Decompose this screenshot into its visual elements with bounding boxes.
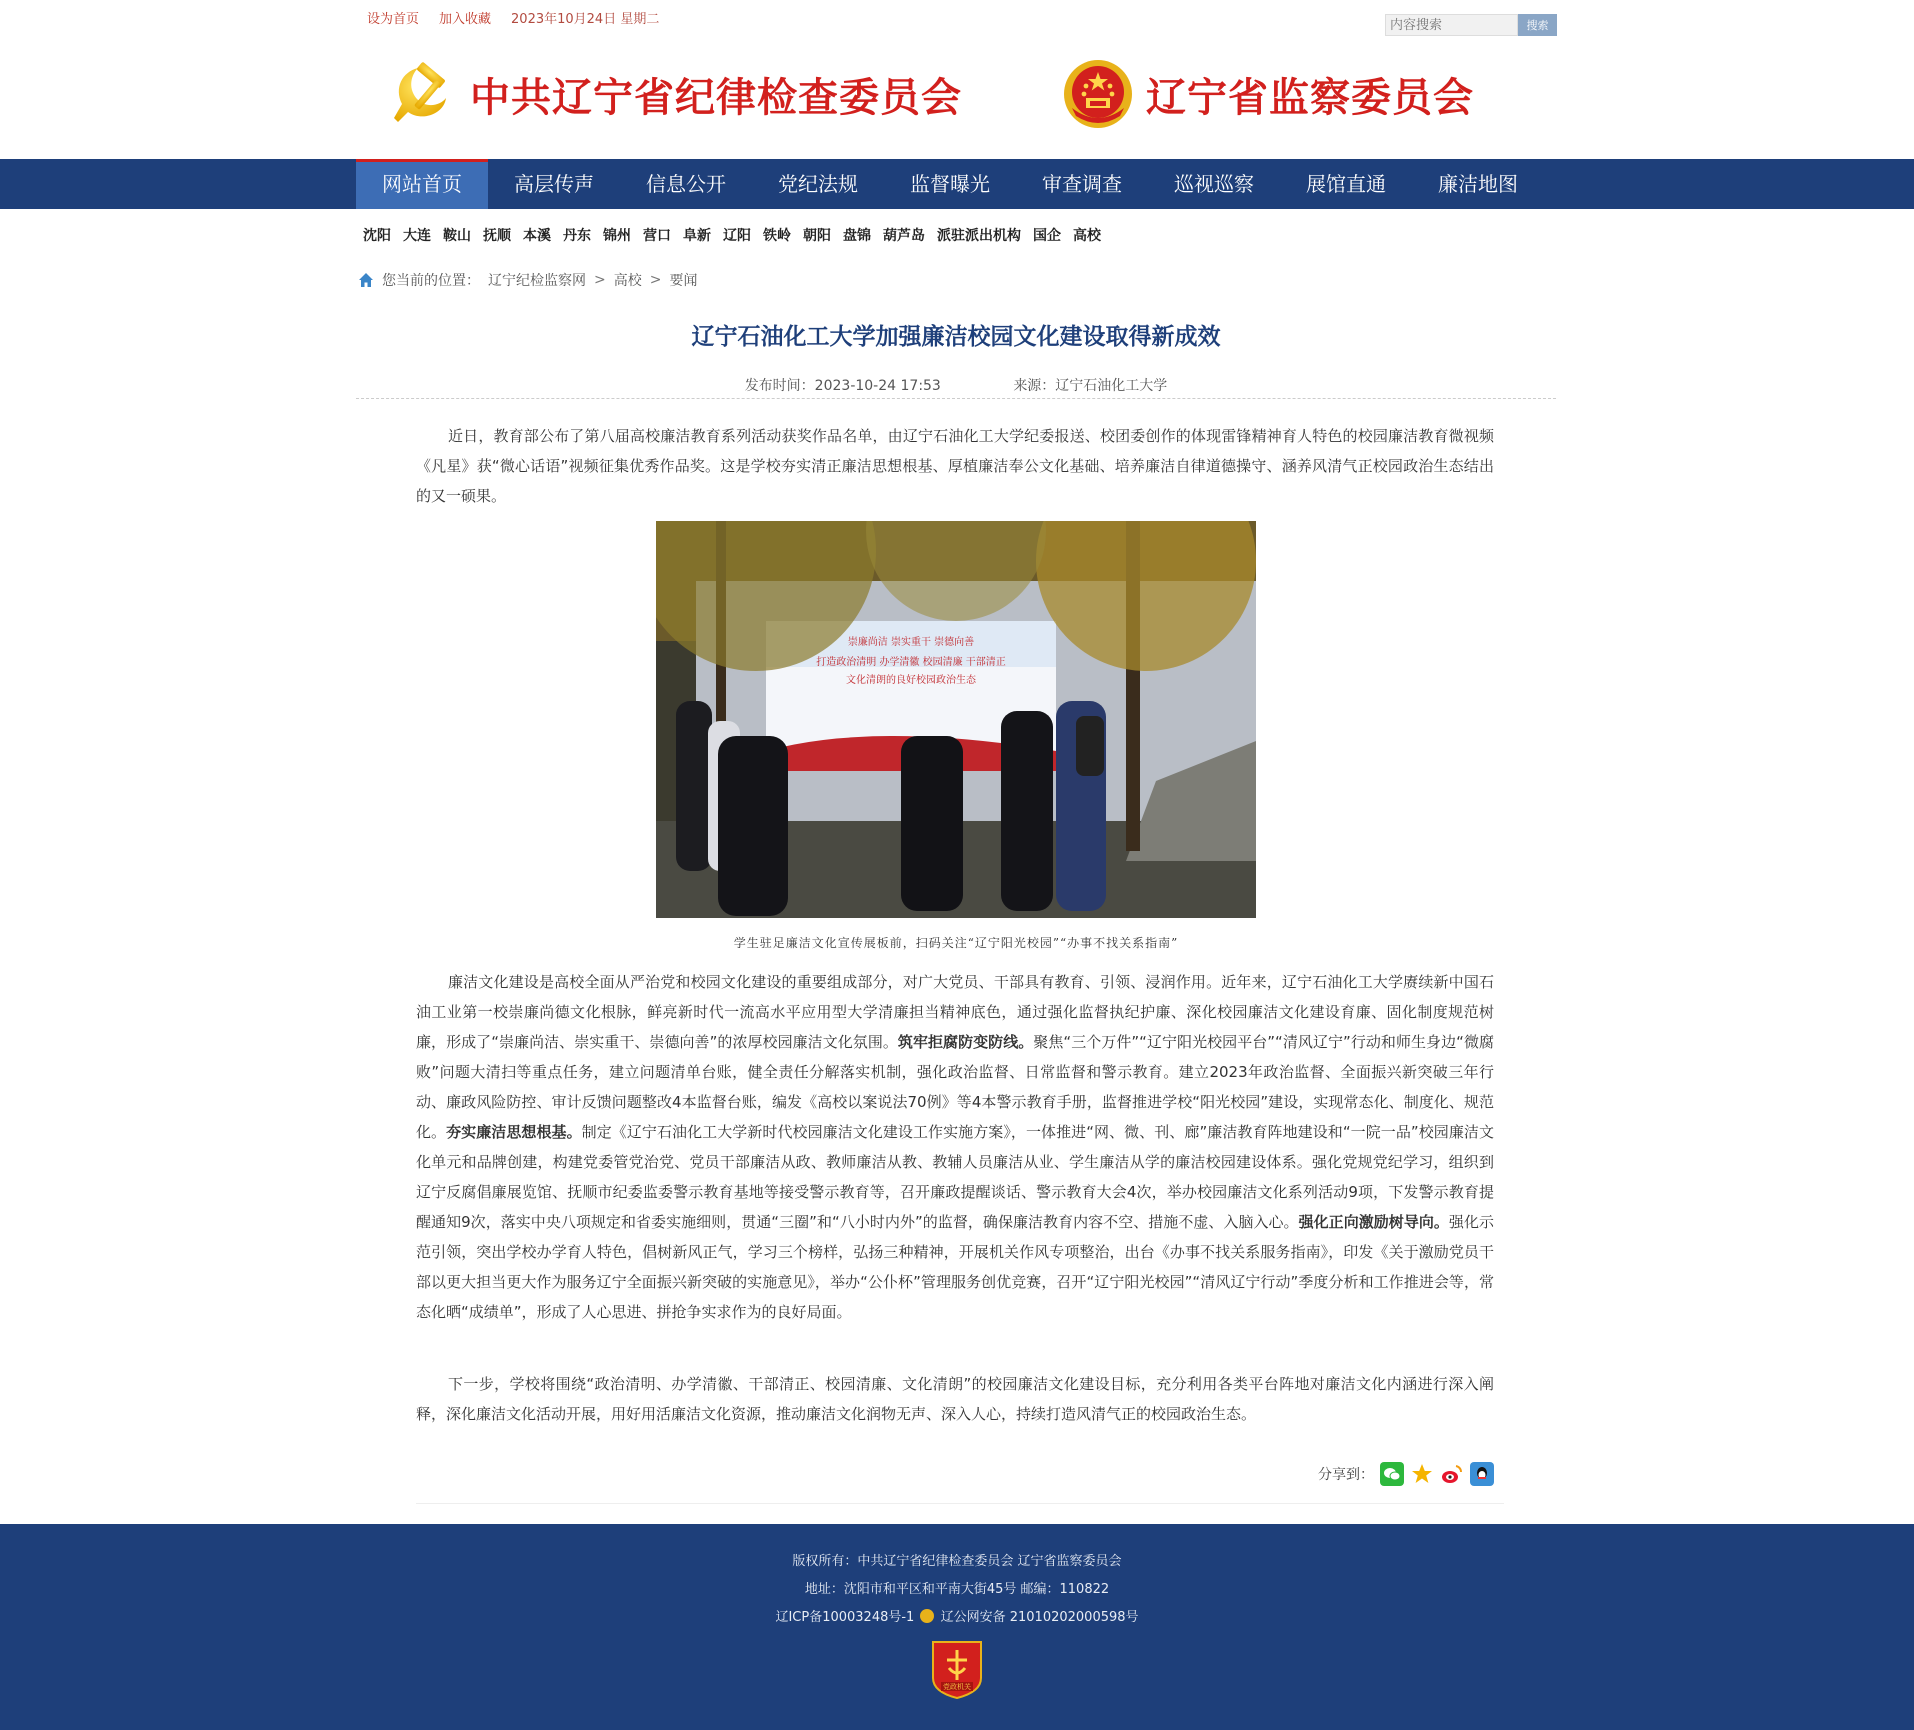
city-link[interactable]: 葫芦岛 xyxy=(883,228,925,244)
breadcrumb-separator: > xyxy=(649,272,662,288)
footer-registration xyxy=(0,1606,1914,1625)
search-input[interactable] xyxy=(1385,14,1518,36)
national-emblem-icon xyxy=(1062,58,1134,130)
article-meta xyxy=(356,375,1556,395)
nav-item-inspection[interactable]: 巡视巡察 xyxy=(1174,172,1254,196)
breadcrumb-section[interactable]: 要闻 xyxy=(669,273,698,289)
right-org-title: 辽宁省监察委员会 xyxy=(1146,74,1474,121)
discipline-commission-logo[interactable] xyxy=(388,60,962,128)
city-link[interactable]: 阜新 xyxy=(683,228,711,244)
main-nav xyxy=(0,159,1914,209)
paragraph-2-part-3: 制定《辽宁石油化工大学新时代校园廉洁文化建设工作实施方案》，一体推进“网、微、刊、廊”廉洁教育阵地建设和“一院一品”校园廉洁文化单元和品牌创建，构建党委管党治党、党员干部廉洁从政、教师廉洁从教、教辅人员廉洁从业、学生廉洁从学的廉洁校园建设体系。强化党规党纪学习，组织到辽宁反腐倡廉展览馆、抚顺市纪委监委警示教育基地等接受警示教育等，召开廉政提醒谈话、警示教育大会4次，举办校园廉洁文化系列活动9项，下发警示教育提醒通知9次，落实中央八项规定和省委实施细则，贯通“三圈”和“八小时内外”的监督，确保廉洁教育内容不空、措施不虚、入脑入心。 xyxy=(416,1123,1494,1231)
party-government-badge-icon[interactable] xyxy=(929,1638,985,1700)
highlight-2: 夯实廉洁思想根基。 xyxy=(446,1123,582,1141)
city-subnav xyxy=(363,225,1101,245)
paragraph-2-part-2: 聚焦“三个万件”“辽宁阳光校园平台”“清风辽宁”行动和师生身边“微腐败”问题大清扫等重点任务，建立问题清单台账，健全责任分解落实机制，强化政治监督、日常监督和警示教育。建立2023年政治监督、全面振兴新突破三年行动、廉政风险防控、审计反馈问题整改4本监督台账，编发《高校以案说法70例》等4本警示教育手册，监督推进学校“阳光校园”建设，实现常态化、制度化、规范化。 xyxy=(416,1033,1494,1141)
share-bar xyxy=(1318,1462,1494,1486)
article-paragraph-2 xyxy=(416,967,1494,1327)
article-bottom-divider xyxy=(416,1503,1504,1504)
set-home-link[interactable]: 设为首页 xyxy=(367,12,420,27)
nav-item-regulations[interactable]: 党纪法规 xyxy=(778,172,858,196)
breadcrumb-category[interactable]: 高校 xyxy=(613,273,642,289)
photo-caption: 学生驻足廉洁文化宣传展板前，扫码关注“辽宁阳光校园”“办事不找关系指南” xyxy=(733,936,1179,950)
party-emblem-icon xyxy=(388,60,456,128)
share-label: 分享到： xyxy=(1318,1467,1374,1483)
city-link[interactable]: 派驻派出机构 xyxy=(937,228,1021,244)
article-paragraph-3: 下一步，学校将围绕“政治清明、办学清徽、干部清正、校园清廉、文化清朗”的校园廉洁文化建设目标，充分利用各类平台阵地对廉洁文化内涵进行深入阐释，深化廉洁文化活动开展，用好用活廉洁文化资源，推动廉洁文化润物无声、深入人心，持续打造风清气正的校园政治生态。 xyxy=(416,1375,1494,1423)
city-link[interactable]: 朝阳 xyxy=(803,228,831,244)
add-favorite-link[interactable]: 加入收藏 xyxy=(439,12,492,27)
left-org-title: 中共辽宁省纪律检查委员会 xyxy=(470,74,962,121)
home-icon xyxy=(358,272,374,288)
city-link[interactable]: 高校 xyxy=(1073,228,1101,244)
nav-item-exhibition[interactable]: 展馆直通 xyxy=(1306,172,1386,196)
nav-item-home[interactable]: 网站首页 xyxy=(356,159,488,209)
city-link[interactable]: 铁岭 xyxy=(763,228,791,244)
nav-item-leadership[interactable]: 高层传声 xyxy=(514,172,594,196)
police-badge-icon xyxy=(920,1609,934,1623)
city-link[interactable]: 盘锦 xyxy=(843,228,871,244)
wechat-icon[interactable] xyxy=(1380,1462,1404,1486)
paragraph-2-part-4: 强化示范引领，突出学校办学育人特色，倡树新风正气，学习三个榜样，弘扬三种精神，开展机关作风专项整治，出台《办事不找关系服务指南》，印发《关于激励党员干部以更大担当更大作为服务辽宁全面振兴新突破的实施意见》，举办“公仆杯”管理服务创优竞赛，召开“辽宁阳光校园”“清风辽宁行动”季度分析和工作推进会等，常态化晒“成绩单”，形成了人心思进、拼抢争实求作为的良好局面。 xyxy=(416,1213,1494,1321)
city-link[interactable]: 大连 xyxy=(403,228,431,244)
search-button[interactable]: 搜索 xyxy=(1518,14,1557,36)
top-utility-bar xyxy=(367,8,659,27)
weibo-icon[interactable] xyxy=(1440,1462,1464,1486)
breadcrumb-label: 您当前的位置： xyxy=(382,273,480,289)
banner-line-1: 崇廉尚洁 崇实重干 崇德向善 xyxy=(847,637,975,648)
city-link[interactable]: 辽阳 xyxy=(723,228,751,244)
breadcrumb-separator: > xyxy=(594,272,606,288)
footer-copyright: 版权所有：中共辽宁省纪律检查委员会 辽宁省监察委员会 xyxy=(792,1554,1122,1569)
paragraph-2-intro: 廉洁文化建设是高校全面从严治党和校园文化建设的重要组成部分，对广大党员、干部具有教育、引领、浸润作用。近年来，辽宁石油化工大学赓续新中国石油工业第一校崇廉尚德文化根脉，鲜亮新时代一流高水平应用型大学清廉担当精神底色，通过强化监督执纪护廉、深化校园廉洁文化建设育廉、固化制度规范树廉，形成了“崇廉尚洁、崇实重干、崇德向善”的浓厚校园廉洁文化氛围。 xyxy=(416,973,1494,1051)
nav-item-exposure[interactable]: 监督曝光 xyxy=(910,172,990,196)
article-photo xyxy=(656,521,1256,918)
police-record-link[interactable]: 辽公网安备 21010202000598号 xyxy=(940,1610,1139,1625)
breadcrumb-site[interactable]: 辽宁纪检监察网 xyxy=(488,273,586,289)
city-link[interactable]: 抚顺 xyxy=(483,228,511,244)
city-link[interactable]: 鞍山 xyxy=(443,228,471,244)
campus-photo-illustration xyxy=(656,521,1256,918)
article-source: 来源：辽宁石油化工大学 xyxy=(1013,378,1168,394)
footer-address: 地址：沈阳市和平区和平南大街45号 邮编：110822 xyxy=(804,1582,1110,1597)
search-box xyxy=(1385,14,1557,36)
city-link[interactable]: 国企 xyxy=(1033,228,1061,244)
city-link[interactable]: 沈阳 xyxy=(363,228,391,244)
publish-time: 发布时间：2023-10-24 17:53 xyxy=(744,378,941,394)
nav-item-integrity-map[interactable]: 廉洁地图 xyxy=(1438,172,1518,196)
breadcrumb xyxy=(358,270,697,290)
title-divider xyxy=(356,398,1556,399)
highlight-1: 筑牢拒腐防变防线。 xyxy=(897,1033,1034,1051)
article-title: 辽宁石油化工大学加强廉洁校园文化建设取得新成效 xyxy=(691,324,1221,350)
nav-item-disclosure[interactable]: 信息公开 xyxy=(646,172,726,196)
qzone-icon[interactable] xyxy=(1410,1462,1434,1486)
current-date: 2023年10月24日 星期二 xyxy=(511,12,660,27)
site-footer xyxy=(0,1524,1914,1730)
banner-line-3: 文化清朗的良好校园政治生态 xyxy=(846,675,976,686)
article-paragraph-1: 近日，教育部公布了第八届高校廉洁教育系列活动获奖作品名单，由辽宁石油化工大学纪委报送、校团委创作的体现雷锋精神育人特色的校园廉洁教育微视频《凡星》获“微心话语”视频征集优秀作品奖。这是学校夯实清正廉洁思想根基、厚植廉洁奉公文化基础、培养廉洁自律道德操守、涵养风清气正校园政治生态结出的又一硕果。 xyxy=(416,427,1494,505)
banner-line-2: 打造政治清明 办学清徽 校园清廉 干部清正 xyxy=(816,657,1006,668)
city-link[interactable]: 锦州 xyxy=(603,228,631,244)
supervision-commission-logo[interactable] xyxy=(1062,58,1474,130)
qq-icon[interactable] xyxy=(1470,1462,1494,1486)
nav-item-investigation[interactable]: 审查调查 xyxy=(1042,172,1122,196)
badge-text: 党政机关 xyxy=(943,1683,971,1691)
city-link[interactable]: 营口 xyxy=(643,228,671,244)
city-link[interactable]: 本溪 xyxy=(523,228,551,244)
city-link[interactable]: 丹东 xyxy=(563,228,591,244)
icp-link[interactable]: 辽ICP备10003248号-1 xyxy=(775,1610,915,1625)
highlight-3: 强化正向激励树导向。 xyxy=(1298,1213,1449,1231)
